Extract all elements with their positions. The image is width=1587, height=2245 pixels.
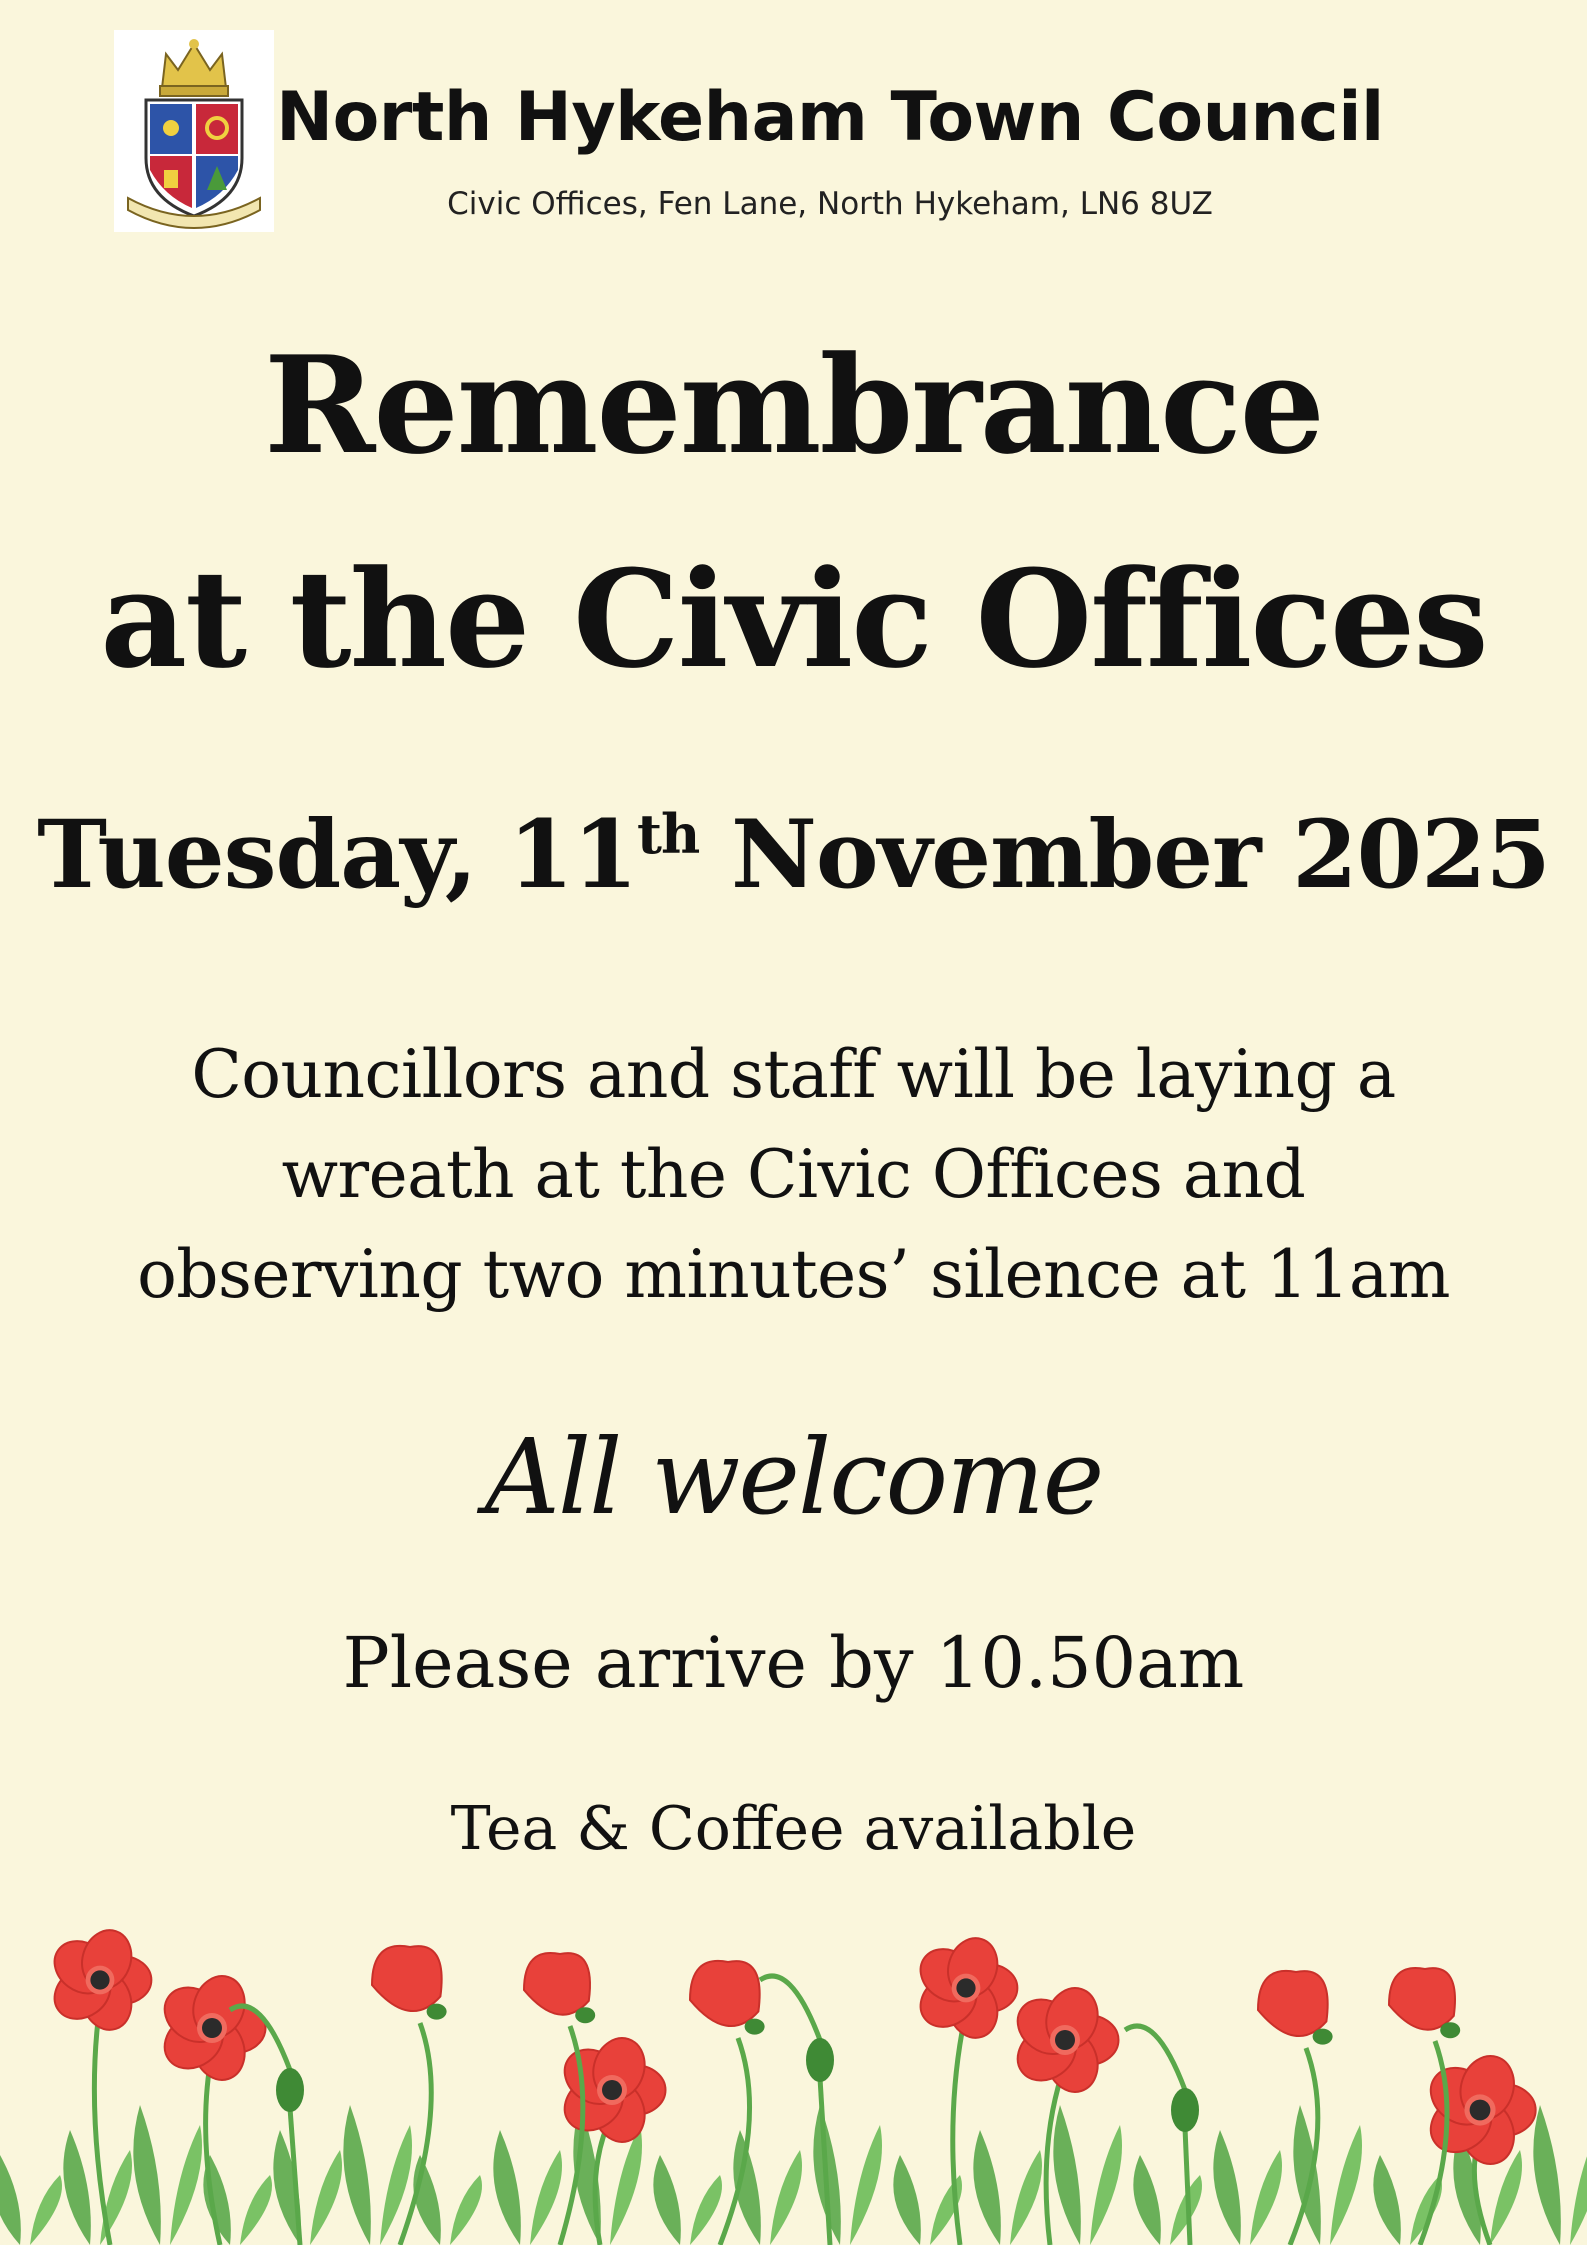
leaf-icon bbox=[1053, 2105, 1122, 2245]
leaf-icon bbox=[653, 2155, 722, 2245]
arrival-time-text: Please arrive by 10.50am bbox=[342, 1622, 1245, 1704]
description-line-3: observing two minutes’ silence at 11am bbox=[137, 1236, 1450, 1313]
all-welcome-text: All welcome bbox=[484, 1416, 1103, 1538]
description-line-1: Councillors and staff will be laying a bbox=[191, 1036, 1396, 1113]
date-prefix: Tuesday, 11 bbox=[37, 800, 638, 910]
date-rest: November 2025 bbox=[699, 800, 1550, 910]
leaf-icon bbox=[1293, 2105, 1362, 2245]
leaf-icon bbox=[973, 2130, 1042, 2245]
description-line-2: wreath at the Civic Offices and bbox=[281, 1136, 1306, 1213]
leaf-icon bbox=[273, 2130, 342, 2245]
poppy-flower-icon bbox=[910, 1932, 1017, 2245]
title-line-2: at the Civic Offices bbox=[100, 540, 1487, 698]
council-crest bbox=[114, 30, 274, 232]
date-ordinal-suffix: th bbox=[637, 802, 700, 866]
title-line-1: Remembrance bbox=[264, 326, 1323, 484]
council-address: Civic Offices, Fen Lane, North Hykeham, LN6 8UZ bbox=[447, 186, 1213, 222]
crest-emblem-icon bbox=[114, 30, 274, 232]
leaf-icon bbox=[1373, 2155, 1442, 2245]
leaf-icon bbox=[343, 2105, 412, 2245]
leaf-icon bbox=[133, 2105, 202, 2245]
council-name: North Hykeham Town Council bbox=[276, 78, 1384, 157]
leaf-icon bbox=[733, 2130, 802, 2245]
leaf-icon bbox=[0, 2155, 62, 2245]
event-date bbox=[0, 800, 1587, 910]
poppy-border-illustration bbox=[0, 1900, 1587, 2245]
leaf-icon bbox=[493, 2130, 562, 2245]
poppy-flower-icon bbox=[154, 1969, 265, 2245]
poppy-bud-icon bbox=[1125, 2026, 1199, 2245]
leaf-icon bbox=[1213, 2130, 1282, 2245]
refreshments-text: Tea & Coffee available bbox=[450, 1794, 1137, 1864]
leaf-icon bbox=[1533, 2105, 1587, 2245]
